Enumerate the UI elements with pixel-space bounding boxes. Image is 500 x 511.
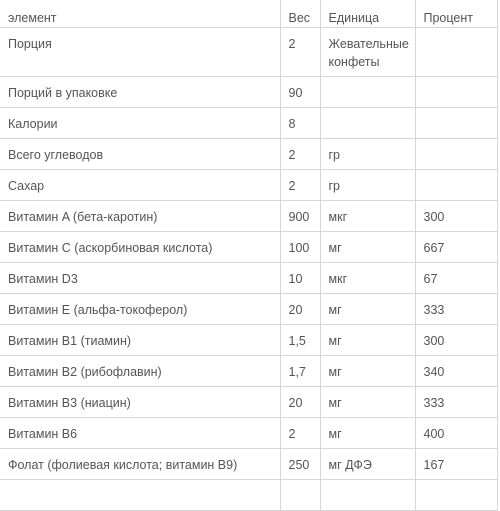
cell-unit: гр bbox=[320, 139, 415, 170]
table-row bbox=[0, 325, 498, 356]
table-row bbox=[0, 28, 498, 77]
cell-percent: 333 bbox=[415, 387, 498, 418]
cell-name bbox=[0, 480, 280, 511]
cell-unit bbox=[320, 108, 415, 139]
table-row bbox=[0, 201, 498, 232]
cell-percent: 167 bbox=[415, 449, 498, 480]
table-row bbox=[0, 294, 498, 325]
cell-percent: 67 bbox=[415, 263, 498, 294]
header-row bbox=[0, 1, 498, 28]
table-row bbox=[0, 232, 498, 263]
table-row bbox=[0, 170, 498, 201]
cell-unit bbox=[320, 480, 415, 511]
cell-weight: 2 bbox=[280, 170, 320, 201]
cell-unit: гр bbox=[320, 170, 415, 201]
cell-percent bbox=[415, 480, 498, 511]
cell-percent: 340 bbox=[415, 356, 498, 387]
cell-name: Витамин B6 bbox=[0, 418, 280, 449]
cell-weight: 1,7 bbox=[280, 356, 320, 387]
table-row bbox=[0, 480, 498, 511]
cell-weight: 2 bbox=[280, 418, 320, 449]
cell-name: Сахар bbox=[0, 170, 280, 201]
cell-weight: 10 bbox=[280, 263, 320, 294]
cell-weight: 2 bbox=[280, 28, 320, 77]
cell-percent: 300 bbox=[415, 201, 498, 232]
cell-weight: 8 bbox=[280, 108, 320, 139]
table-header bbox=[0, 1, 498, 28]
cell-weight: 900 bbox=[280, 201, 320, 232]
cell-name: Калории bbox=[0, 108, 280, 139]
cell-percent bbox=[415, 139, 498, 170]
cell-percent bbox=[415, 28, 498, 77]
cell-weight: 1,5 bbox=[280, 325, 320, 356]
cell-name: Витамин A (бета-каротин) bbox=[0, 201, 280, 232]
cell-weight: 90 bbox=[280, 77, 320, 108]
cell-unit: мг ДФЭ bbox=[320, 449, 415, 480]
cell-percent: 300 bbox=[415, 325, 498, 356]
cell-percent bbox=[415, 108, 498, 139]
cell-percent: 333 bbox=[415, 294, 498, 325]
cell-weight bbox=[280, 480, 320, 511]
table-row bbox=[0, 139, 498, 170]
cell-weight: 2 bbox=[280, 139, 320, 170]
cell-name: Витамин D3 bbox=[0, 263, 280, 294]
cell-unit: мг bbox=[320, 294, 415, 325]
cell-unit: мг bbox=[320, 387, 415, 418]
cell-percent: 667 bbox=[415, 232, 498, 263]
cell-name: Порций в упаковке bbox=[0, 77, 280, 108]
cell-unit bbox=[320, 77, 415, 108]
cell-percent: 400 bbox=[415, 418, 498, 449]
table-row bbox=[0, 263, 498, 294]
cell-unit: мкг bbox=[320, 263, 415, 294]
table-row bbox=[0, 418, 498, 449]
cell-weight: 100 bbox=[280, 232, 320, 263]
cell-name: Витамин B2 (рибофлавин) bbox=[0, 356, 280, 387]
cell-name: Всего углеводов bbox=[0, 139, 280, 170]
cell-unit: мг bbox=[320, 232, 415, 263]
table-body bbox=[0, 28, 498, 511]
cell-name: Фолат (фолиевая кислота; витамин B9) bbox=[0, 449, 280, 480]
cell-weight: 20 bbox=[280, 294, 320, 325]
table-row bbox=[0, 356, 498, 387]
cell-unit: мг bbox=[320, 356, 415, 387]
cell-percent bbox=[415, 77, 498, 108]
cell-unit: Жевательные конфеты bbox=[320, 28, 415, 77]
cell-name: Витамин C (аскорбиновая кислота) bbox=[0, 232, 280, 263]
cell-unit: мг bbox=[320, 325, 415, 356]
cell-weight: 20 bbox=[280, 387, 320, 418]
cell-name: Витамин B1 (тиамин) bbox=[0, 325, 280, 356]
cell-name: Витамин B3 (ниацин) bbox=[0, 387, 280, 418]
cell-name: Витамин E (альфа-токоферол) bbox=[0, 294, 280, 325]
table-row bbox=[0, 449, 498, 480]
header-percent: Процент bbox=[415, 1, 498, 28]
cell-unit: мкг bbox=[320, 201, 415, 232]
cell-unit: мг bbox=[320, 418, 415, 449]
header-weight: Вес bbox=[280, 1, 320, 28]
header-unit: Единица bbox=[320, 1, 415, 28]
table-row bbox=[0, 77, 498, 108]
cell-name: Порция bbox=[0, 28, 280, 77]
table-row bbox=[0, 387, 498, 418]
header-name: элемент bbox=[0, 1, 280, 28]
cell-percent bbox=[415, 170, 498, 201]
table-row bbox=[0, 108, 498, 139]
cell-weight: 250 bbox=[280, 449, 320, 480]
